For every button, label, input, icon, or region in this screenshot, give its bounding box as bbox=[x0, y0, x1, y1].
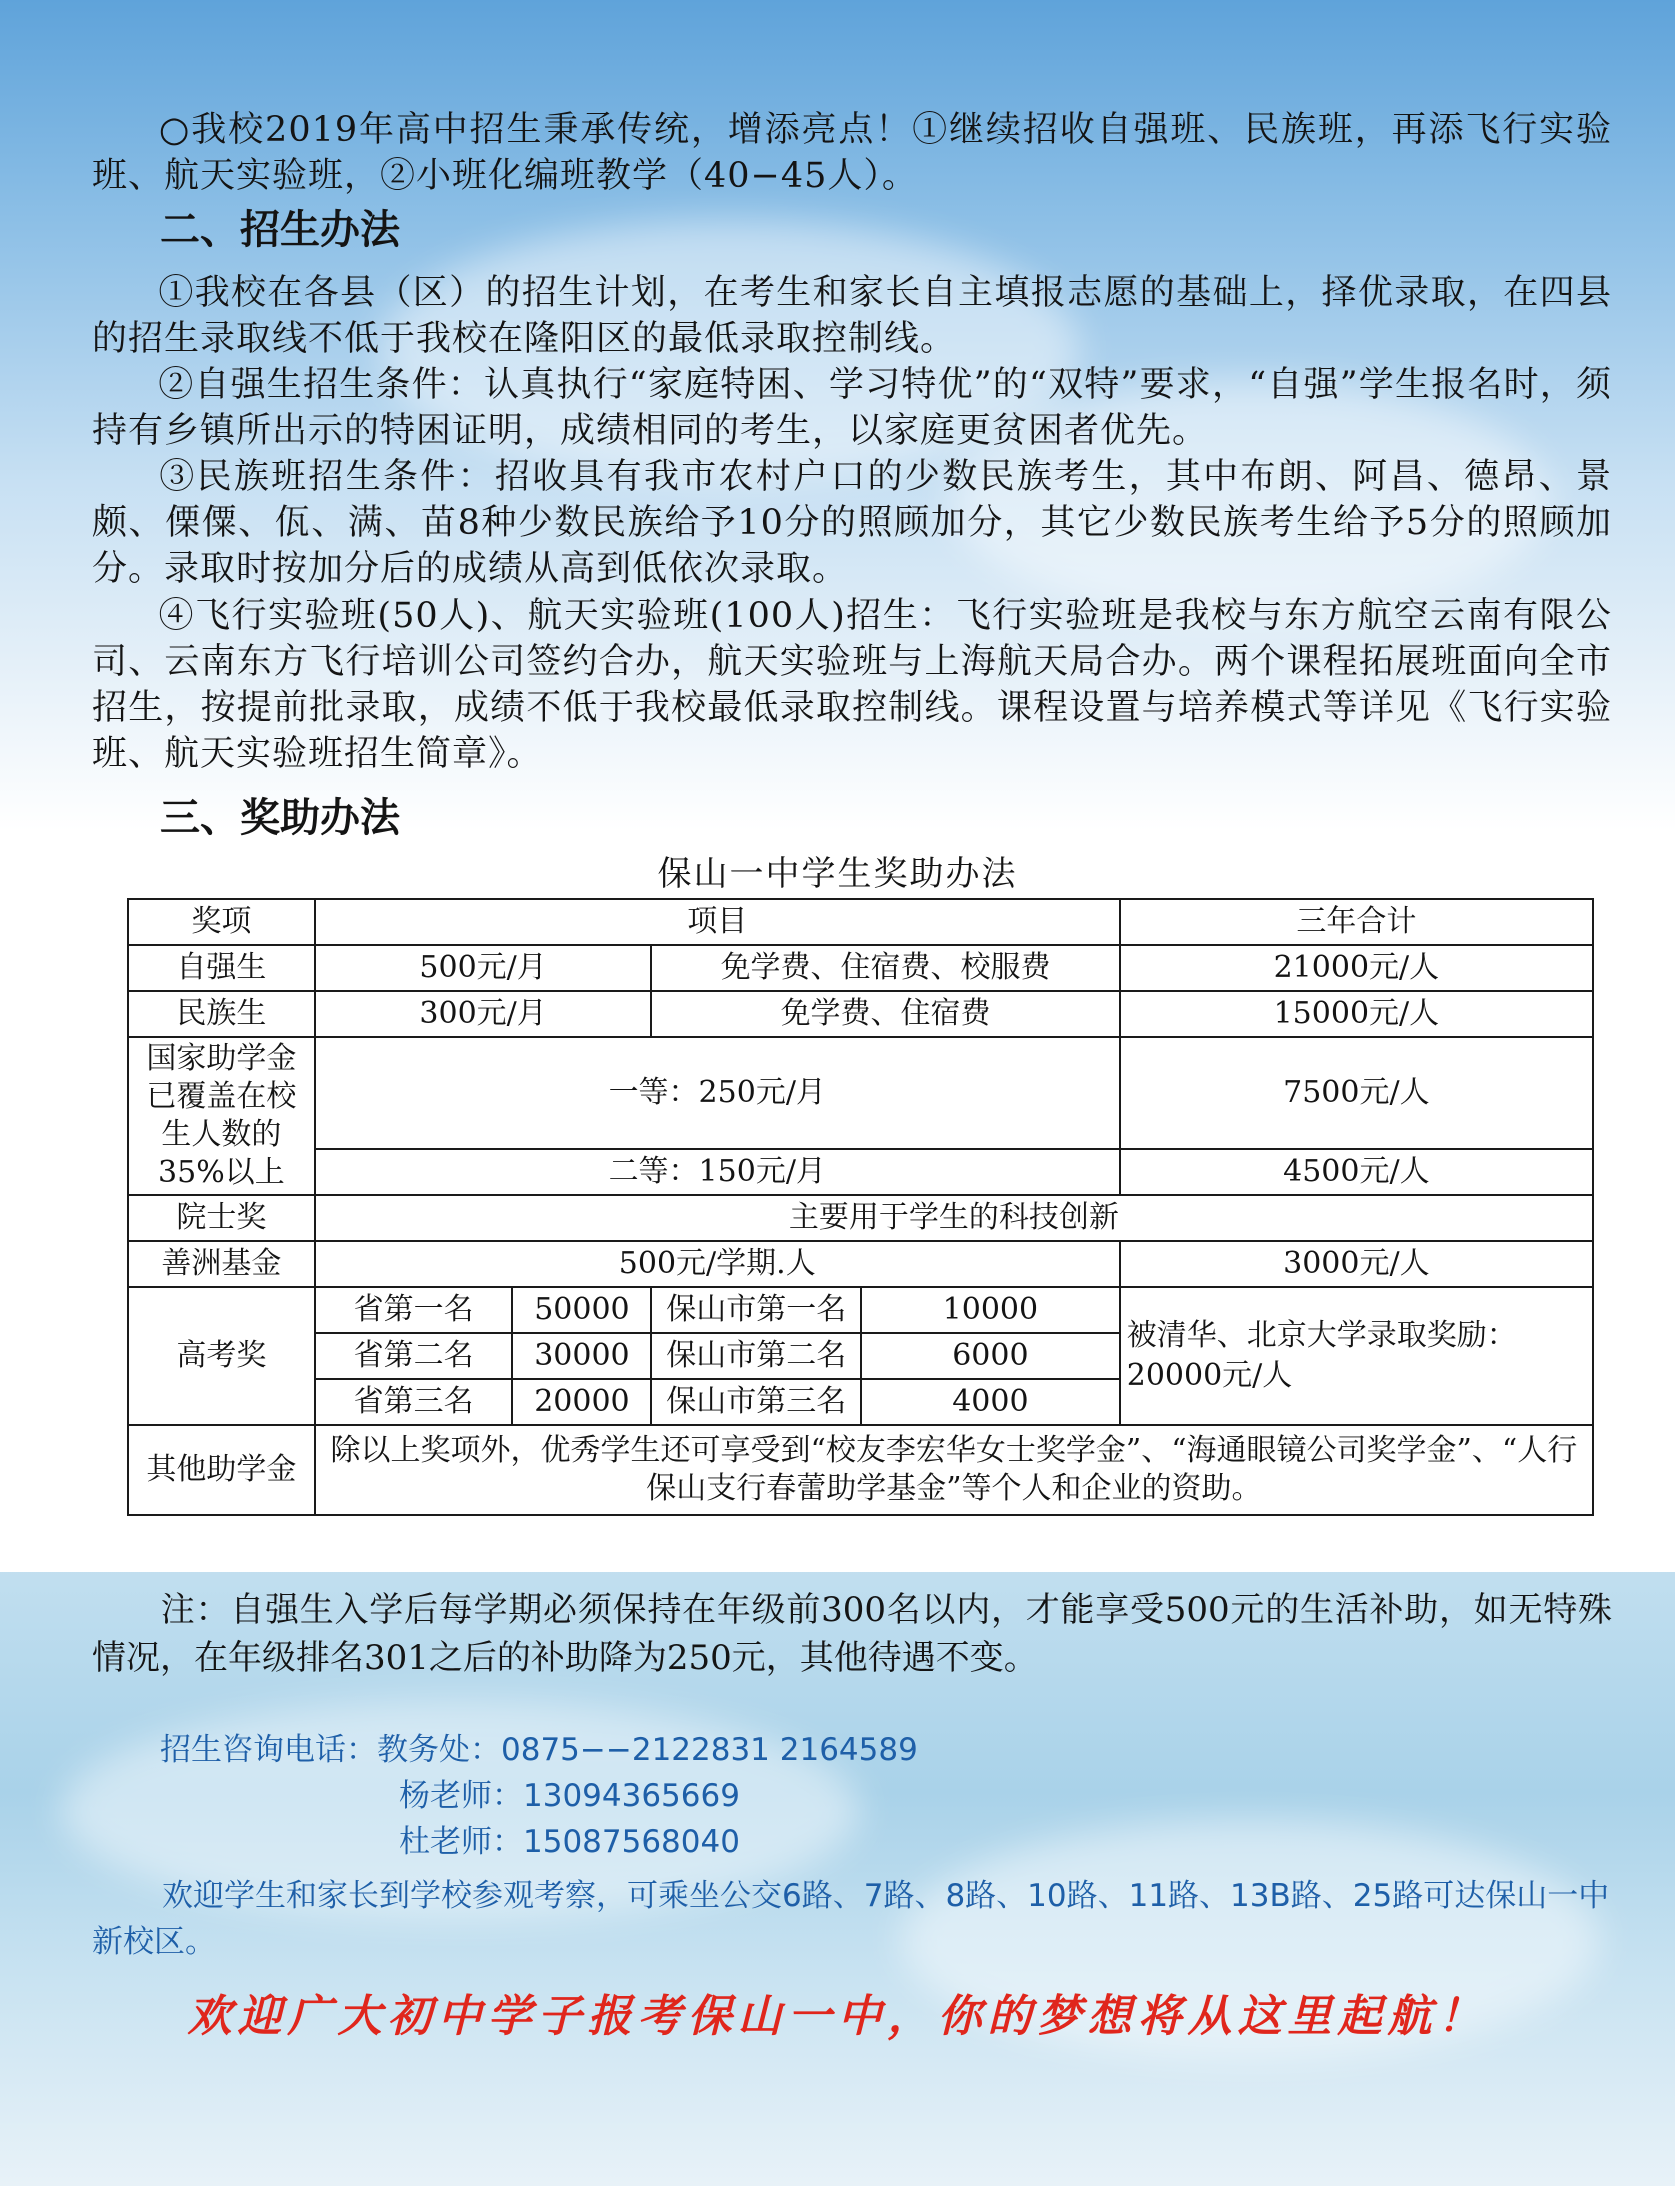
ziqiang-total: 21000元/人 bbox=[1120, 945, 1593, 991]
table-row bbox=[128, 1287, 1593, 1333]
contact-line-3: 杜老师：15087568040 bbox=[399, 1824, 740, 1860]
ziqiang-name: 自强生 bbox=[128, 945, 315, 991]
guojia-second: 二等：150元/月 bbox=[315, 1149, 1120, 1195]
header-award: 奖项 bbox=[128, 899, 315, 945]
ziqiang-benefit: 免学费、住宿费、校服费 bbox=[651, 945, 1119, 991]
gaokao-city-amt: 10000 bbox=[861, 1287, 1120, 1333]
minzu-amount: 300元/月 bbox=[315, 991, 652, 1037]
shanzhou-name: 善洲基金 bbox=[128, 1241, 315, 1287]
gaokao-city: 保山市第一名 bbox=[651, 1287, 861, 1333]
section-heading-awards: 三、奖助办法 bbox=[160, 795, 400, 841]
enrollment-paragraph-4: ④飞行实验班(50人)、航天实验班(100人)招生：飞行实验班是我校与东方航空云南有限公司、云南东方飞行培训公司签约合办，航天实验班与上海航天局合办。两个课程拓展班面向全市招生，按提前批录取，成绩不低于我校最低录取控制线。课程设置与培养模式等详见《飞行实验班、航天实验班招生简章》。 bbox=[92, 596, 1612, 774]
other-desc: 除以上奖项外，优秀学生还可享受到“校友李宏华女士奖学金”、“海通眼镜公司奖学金”、“人行保山支行春蕾助学基金”等个人和企业的资助。 bbox=[315, 1425, 1593, 1515]
enrollment-paragraph-2: ②自强生招生条件：认真执行“家庭特困、学习特优”的“双特”要求，“自强”学生报名时，须持有乡镇所出示的特困证明，成绩相同的考生，以家庭更贫困者优先。 bbox=[92, 365, 1612, 451]
table-row bbox=[128, 991, 1593, 1037]
gaokao-city: 保山市第三名 bbox=[651, 1379, 861, 1425]
table-title: 保山一中学生奖助办法 bbox=[657, 854, 1018, 894]
gaokao-prov-amt: 30000 bbox=[512, 1333, 651, 1379]
award-table bbox=[127, 898, 1594, 1516]
other-name: 其他助学金 bbox=[128, 1425, 315, 1515]
note-paragraph: 注：自强生入学后每学期必须保持在年级前300名以内，才能享受500元的生活补助，如无特殊情况，在年级排名301之后的补助降为250元，其他待遇不变。 bbox=[92, 1590, 1612, 1678]
gaokao-name: 高考奖 bbox=[128, 1287, 315, 1425]
enrollment-paragraph-1: ①我校在各县（区）的招生计划，在考生和家长自主填报志愿的基础上，择优录取，在四县的招生录取线不低于我校在隆阳区的最低录取控制线。 bbox=[92, 273, 1612, 359]
guojia-second-total: 4500元/人 bbox=[1120, 1149, 1593, 1195]
table-header-row bbox=[128, 899, 1593, 945]
shanzhou-total: 3000元/人 bbox=[1120, 1241, 1593, 1287]
guojia-first-total: 7500元/人 bbox=[1120, 1037, 1593, 1149]
minzu-benefit: 免学费、住宿费 bbox=[651, 991, 1119, 1037]
slogan: 欢迎广大初中学子报考保山一中，你的梦想将从这里起航！ bbox=[187, 1991, 1488, 2042]
yuanshi-desc: 主要用于学生的科技创新 bbox=[315, 1195, 1593, 1241]
minzu-total: 15000元/人 bbox=[1120, 991, 1593, 1037]
table-row bbox=[128, 1241, 1593, 1287]
shanzhou-amount: 500元/学期.人 bbox=[315, 1241, 1120, 1287]
table-row bbox=[128, 1425, 1593, 1515]
gaokao-prov: 省第三名 bbox=[315, 1379, 513, 1425]
table-row bbox=[128, 1149, 1593, 1195]
contact-line-2: 杨老师：13094365669 bbox=[399, 1778, 740, 1814]
intro-paragraph: ○我校2019年高中招生秉承传统，增添亮点！①继续招收自强班、民族班，再添飞行实验班、航天实验班，②小班化编班教学（40−45人）。 bbox=[92, 110, 1612, 196]
enrollment-paragraph-3: ③民族班招生条件：招收具有我市农村户口的少数民族考生，其中布朗、阿昌、德昂、景颇、傈僳、佤、满、苗8种少数民族给予10分的照顾加分，其它少数民族考生给予5分的照顾加分。录取时按加分后的成绩从高到低依次录取。 bbox=[92, 457, 1612, 589]
gaokao-note: 被清华、北京大学录取奖励：20000元/人 bbox=[1120, 1287, 1593, 1425]
header-total: 三年合计 bbox=[1120, 899, 1593, 945]
gaokao-city-amt: 6000 bbox=[861, 1333, 1120, 1379]
minzu-name: 民族生 bbox=[128, 991, 315, 1037]
gaokao-prov: 省第二名 bbox=[315, 1333, 513, 1379]
gaokao-city-amt: 4000 bbox=[861, 1379, 1120, 1425]
header-item: 项目 bbox=[315, 899, 1120, 945]
yuanshi-name: 院士奖 bbox=[128, 1195, 315, 1241]
contact-line-1: 招生咨询电话：教务处：0875−−2122831 2164589 bbox=[160, 1732, 918, 1768]
table-row bbox=[128, 1037, 1593, 1149]
ziqiang-amount: 500元/月 bbox=[315, 945, 652, 991]
section-heading-enrollment: 二、招生办法 bbox=[160, 207, 400, 253]
gaokao-prov-amt: 20000 bbox=[512, 1379, 651, 1425]
table-row bbox=[128, 1195, 1593, 1241]
table-row bbox=[128, 945, 1593, 991]
guojia-name: 国家助学金已覆盖在校生人数的35%以上 bbox=[128, 1037, 315, 1195]
guojia-first: 一等：250元/月 bbox=[315, 1037, 1120, 1149]
gaokao-city: 保山市第二名 bbox=[651, 1333, 861, 1379]
gaokao-prov-amt: 50000 bbox=[512, 1287, 651, 1333]
visit-paragraph: 欢迎学生和家长到学校参观考察，可乘坐公交6路、7路、8路、10路、11路、13B路、25路可达保山一中新校区。 bbox=[92, 1878, 1610, 1960]
gaokao-prov: 省第一名 bbox=[315, 1287, 513, 1333]
